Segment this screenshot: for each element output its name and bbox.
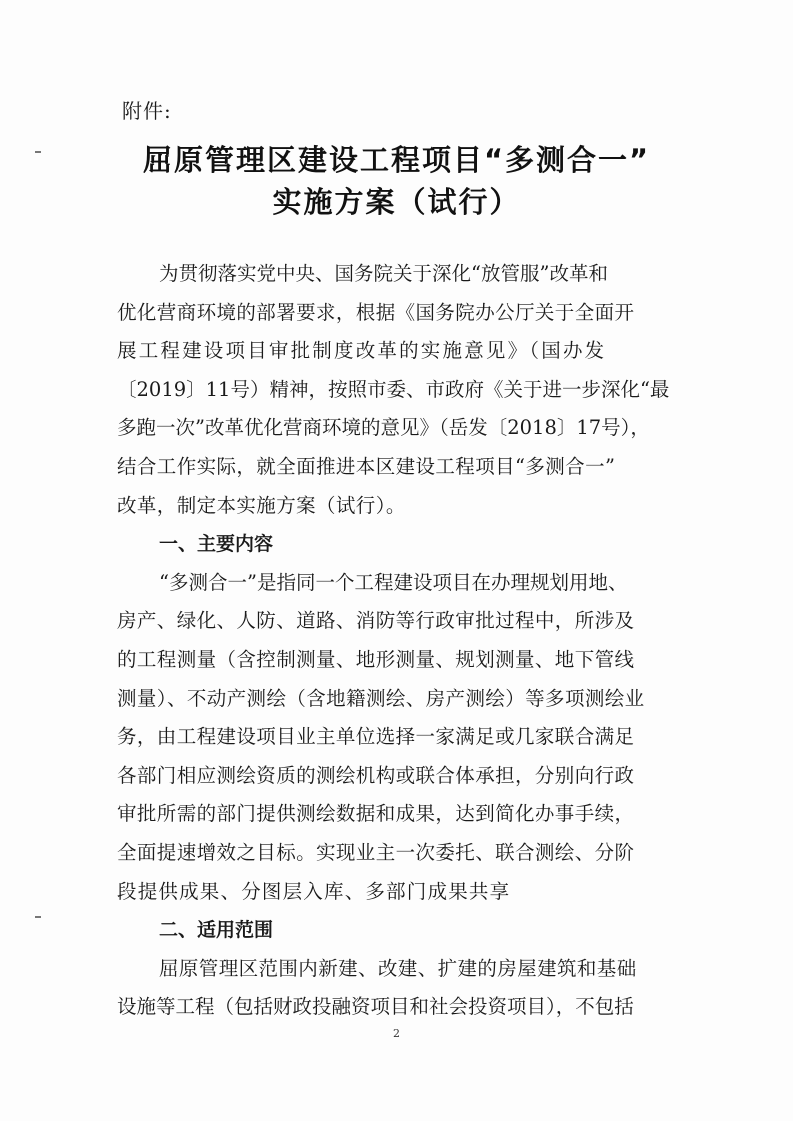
paragraph-line: 展工程建设项目审批制度改革的实施意见》（国办发 [117, 339, 607, 363]
document-title-line-1: 屈原管理区建设工程项目“多测合一” [142, 143, 651, 177]
attachment-label: 附件: [122, 99, 172, 123]
paragraph-line: 全面提速增效之目标。实现业主一次委托、联合测绘、分阶 [117, 840, 635, 864]
paragraph-line: 的工程测量（含控制测量、地形测量、规划测量、地下管线 [117, 647, 635, 671]
paragraph-line: “多测合一”是指同一个工程建设项目在办理规划用地、 [159, 570, 628, 594]
paragraph-line: 设施等工程（包括财政投融资项目和社会投资项目），不包括 [117, 995, 634, 1019]
paragraph-line: 务，由工程建设项目业主单位选择一家满足或几家联合满足 [117, 725, 635, 749]
paragraph-line: 为贯彻落实党中央、国务院关于深化“放管服”改革和 [159, 262, 608, 285]
paragraph-line: 测量）、不动产测绘（含地籍测绘、房产测绘）等多项测绘业 [117, 686, 645, 710]
paragraph-line: 各部门相应测绘资质的测绘机构或联合体承担，分别向行政 [117, 763, 635, 787]
section-heading: 二、适用范围 [159, 919, 274, 942]
paragraph-line: 〔2019〕11号）精神，按照市委、市政府《关于进一步深化“最 [117, 377, 670, 401]
paragraph-line: 房产、绿化、人防、道路、消防等行政审批过程中，所涉及 [117, 609, 635, 633]
section-heading: 一、主要内容 [159, 533, 274, 556]
paragraph-line: 优化营商环境的部署要求，根据《国务院办公厅关于全面开 [117, 300, 635, 324]
paragraph-line: 屈原管理区范围内新建、改建、扩建的房屋建筑和基础 [159, 956, 637, 980]
page-number: 2 [393, 1027, 400, 1040]
paragraph-line: 改革，制定本实施方案（试行）。 [117, 493, 406, 517]
paragraph-line: 多跑一次”改革优化营商环境的意见》（岳发〔2018〕17号）， [117, 416, 650, 440]
document-title-line-2: 实施方案（试行） [272, 185, 521, 219]
document-body [117, 255, 697, 1027]
paragraph-line: 结合工作实际，就全面推进本区建设工程项目“多测合一” [117, 454, 616, 478]
paragraph-line: 审批所需的部门提供测绘数据和成果，达到简化办事手续， [117, 802, 635, 826]
scan-mark [35, 916, 41, 918]
paragraph-line: 段提供成果、分图层入库、多部门成果共享 [117, 879, 511, 903]
